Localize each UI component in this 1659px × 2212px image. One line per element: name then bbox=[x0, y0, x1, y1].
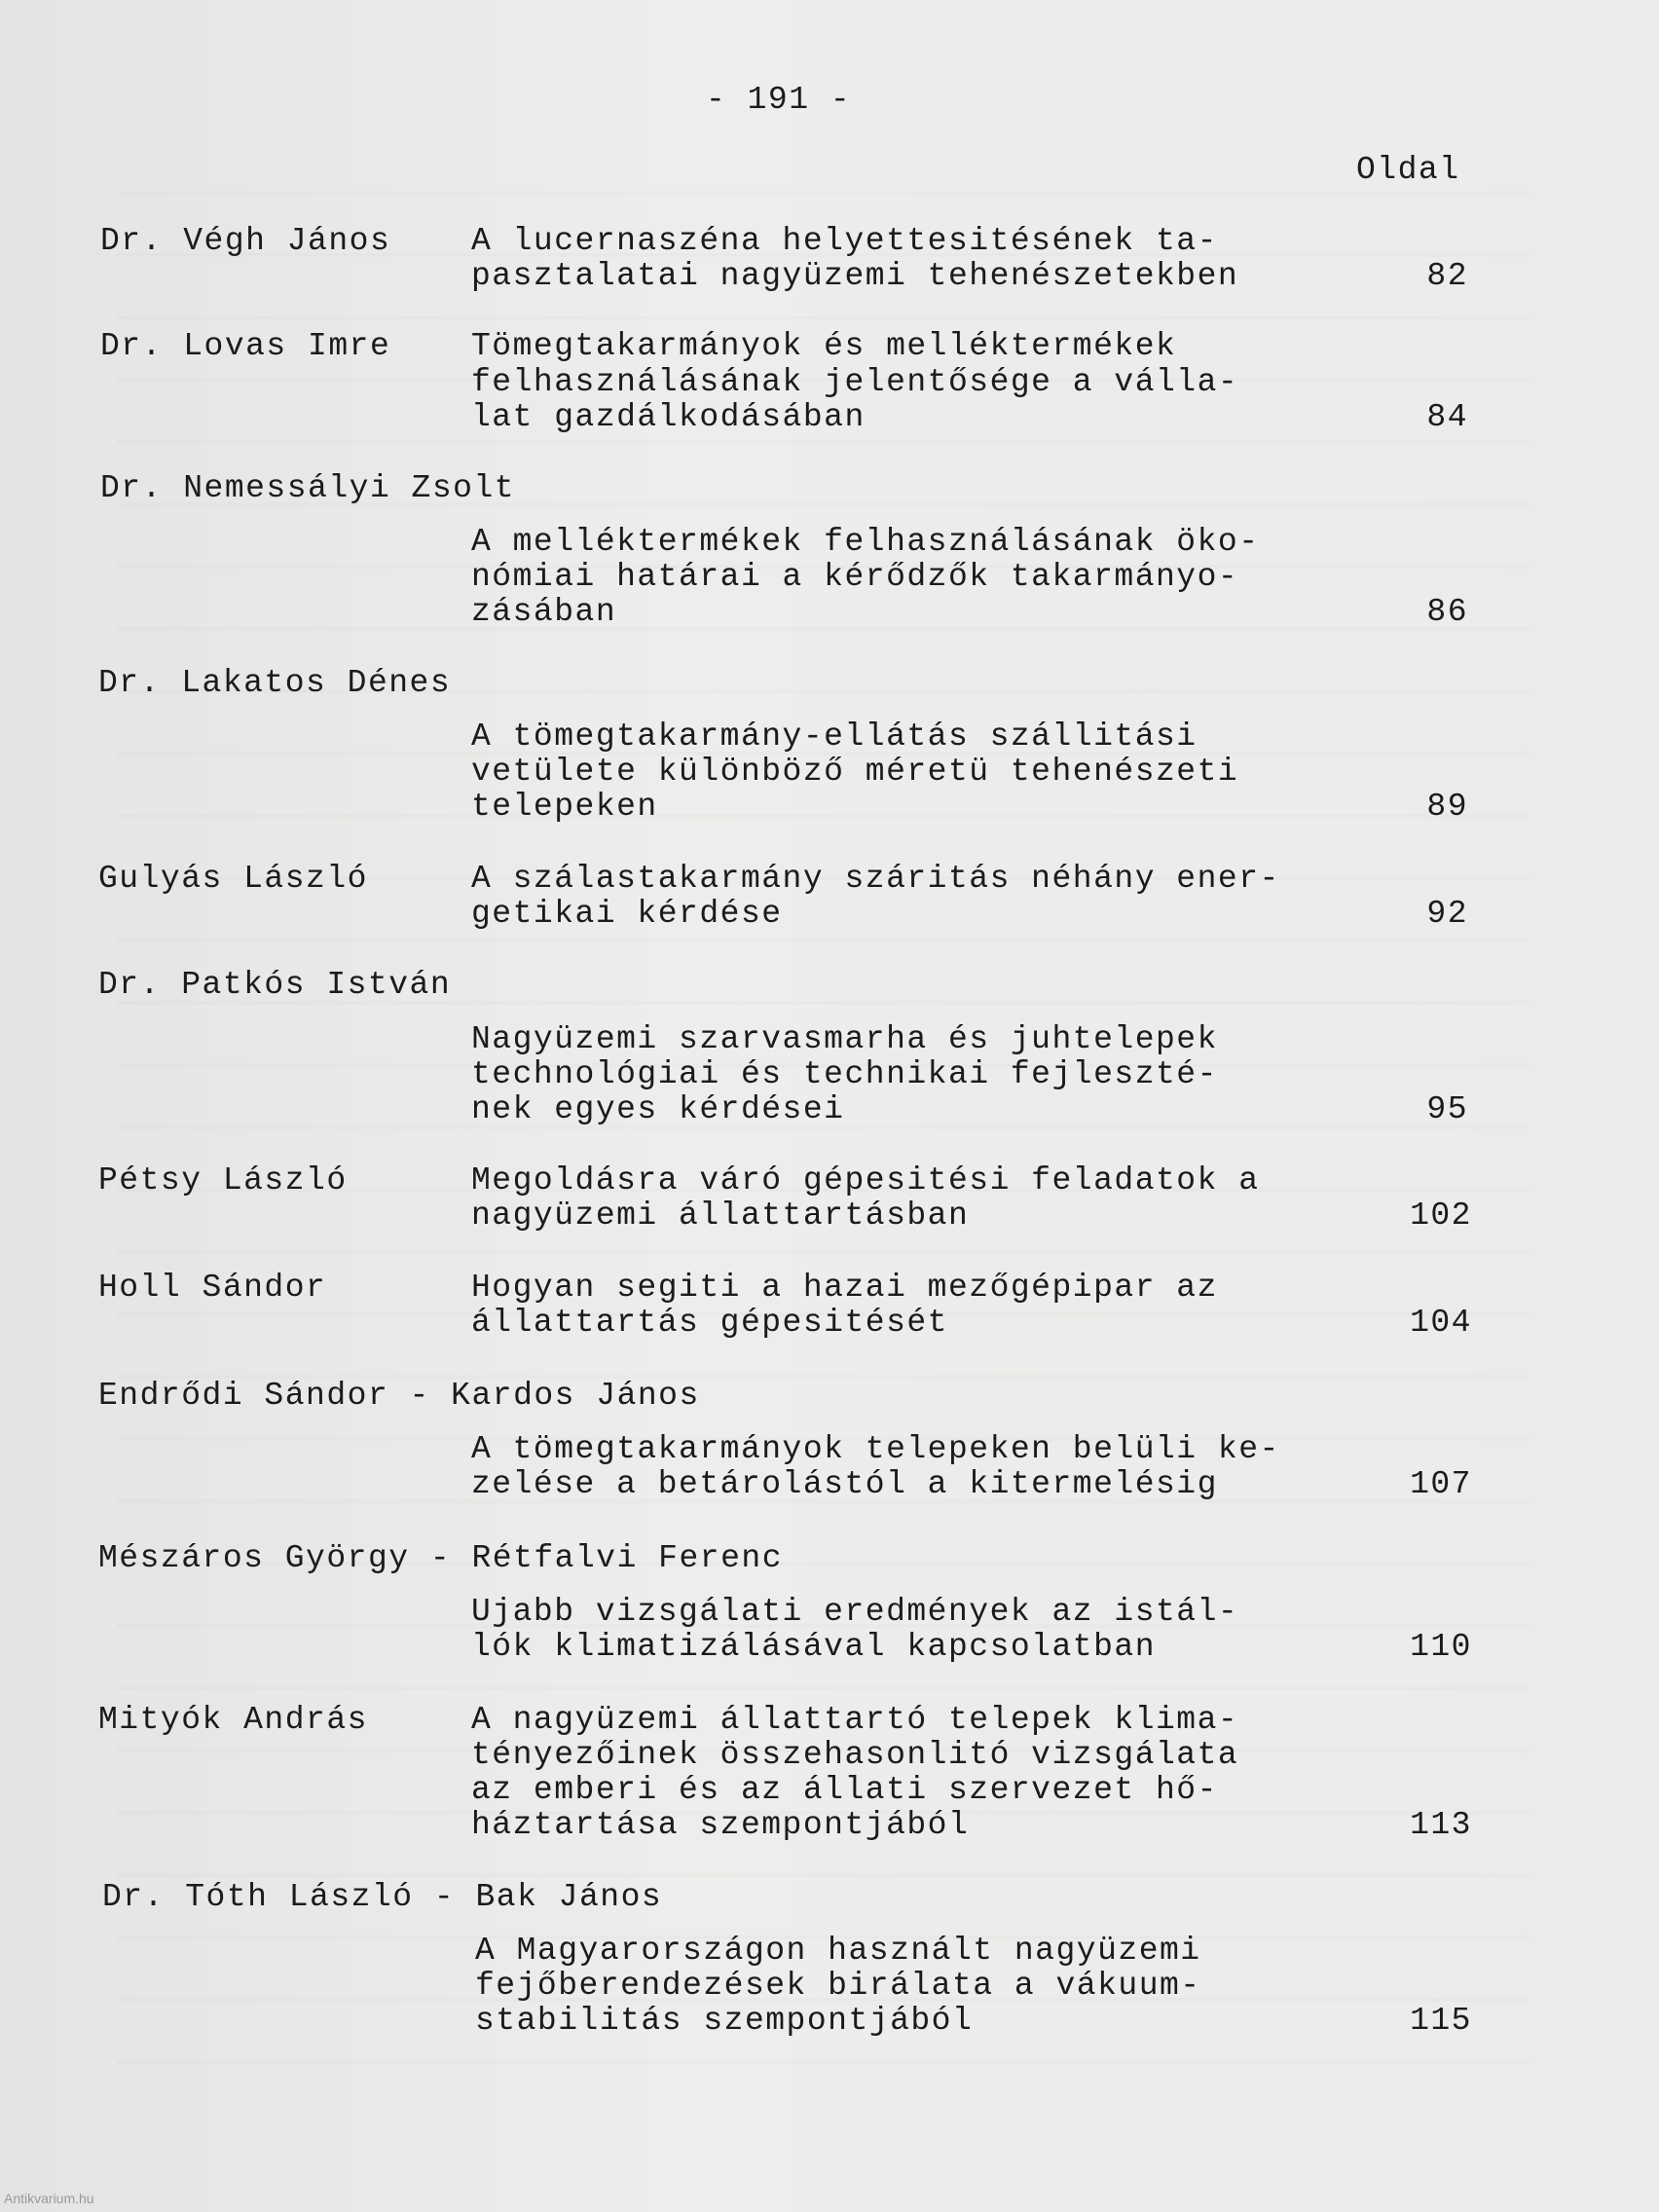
entry-title-line: A melléktermékek felhasználásának öko- bbox=[471, 524, 1260, 560]
entry-title-line: lók klimatizálásával kapcsolatban bbox=[471, 1629, 1157, 1665]
entry-title-line: A Magyarországon használt nagyüzemi bbox=[475, 1933, 1201, 1969]
entry-author: Holl Sándor bbox=[98, 1270, 327, 1306]
entry-title-line: zásában bbox=[471, 594, 617, 630]
entry-title-line: getikai kérdése bbox=[471, 896, 783, 932]
entry-title-line: felhasználásának jelentősége a válla- bbox=[471, 364, 1239, 400]
entry-title-line: A tömegtakarmányok telepeken belüli ke- bbox=[471, 1431, 1280, 1467]
entry-page-number: 102 bbox=[1410, 1198, 1472, 1234]
entry-page-number: 95 bbox=[1426, 1091, 1468, 1127]
entry-page-number: 86 bbox=[1426, 594, 1468, 630]
entry-title-line: vetülete különböző méretü tehenészeti bbox=[471, 754, 1239, 790]
entry-author: Endrődi Sándor - Kardos János bbox=[98, 1378, 700, 1414]
entry-title-line: zelése a betárolástól a kitermelésig bbox=[471, 1466, 1218, 1502]
entry-page-number: 84 bbox=[1426, 399, 1468, 435]
entry-title-line: A nagyüzemi állattartó telepek klima- bbox=[471, 1702, 1239, 1738]
entry-title-line: lat gazdálkodásában bbox=[471, 399, 866, 435]
entry-title-line: az emberi és az állati szervezet hő- bbox=[471, 1772, 1218, 1808]
entry-title-line: nómiai határai a kérődzők takarmányo- bbox=[471, 559, 1239, 595]
entry-page-number: 104 bbox=[1410, 1305, 1472, 1341]
entry-author: Gulyás László bbox=[98, 861, 368, 897]
entry-page-number: 92 bbox=[1426, 896, 1468, 932]
entry-title-line: A tömegtakarmány-ellátás szállitási bbox=[471, 719, 1198, 755]
entry-title-line: tényezőinek összehasonlitó vizsgálata bbox=[471, 1737, 1239, 1773]
entry-title-line: telepeken bbox=[471, 789, 658, 825]
entry-title-line: nek egyes kérdései bbox=[471, 1091, 845, 1127]
entry-author: Pétsy László bbox=[98, 1162, 348, 1198]
entry-title-line: Tömegtakarmányok és melléktermékek bbox=[471, 328, 1177, 364]
entry-author: Dr. Lovas Imre bbox=[100, 328, 391, 364]
entry-title-line: stabilitás szempontjából bbox=[475, 2003, 974, 2039]
entry-author: Mészáros György - Rétfalvi Ferenc bbox=[98, 1540, 784, 1576]
entry-author: Dr. Végh János bbox=[100, 223, 391, 259]
entry-page-number: 113 bbox=[1410, 1807, 1472, 1843]
entry-page-number: 82 bbox=[1426, 258, 1468, 294]
entry-author: Mityók András bbox=[98, 1702, 368, 1738]
entry-author: Dr. Tóth László - Bak János bbox=[102, 1879, 663, 1915]
entry-title-line: Megoldásra váró gépesitési feladatok a bbox=[471, 1162, 1260, 1198]
entry-title-line: állattartás gépesitését bbox=[471, 1305, 948, 1341]
entry-title-line: A szálastakarmány száritás néhány ener- bbox=[471, 861, 1280, 897]
entry-title-line: Hogyan segiti a hazai mezőgépipar az bbox=[471, 1270, 1218, 1306]
entry-author: Dr. Lakatos Dénes bbox=[98, 665, 452, 701]
entry-page-number: 89 bbox=[1426, 789, 1468, 825]
entry-page-number: 115 bbox=[1410, 2003, 1472, 2039]
entry-title-line: nagyüzemi állattartásban bbox=[471, 1198, 970, 1234]
entry-page-number: 110 bbox=[1410, 1629, 1472, 1665]
watermark: Antikvarium.hu bbox=[4, 2191, 94, 2206]
entry-author: Dr. Nemessályi Zsolt bbox=[100, 470, 516, 506]
column-header-oldal: Oldal bbox=[1356, 152, 1460, 188]
entry-title-line: A lucernaszéna helyettesitésének ta- bbox=[471, 223, 1218, 259]
entry-title-line: fejőberendezések birálata a vákuum- bbox=[475, 1968, 1201, 2004]
entry-page-number: 107 bbox=[1410, 1466, 1472, 1502]
entry-title-line: Nagyüzemi szarvasmarha és juhtelepek bbox=[471, 1021, 1218, 1057]
entry-title-line: technológiai és technikai fejleszté- bbox=[471, 1056, 1218, 1092]
entry-title-line: pasztalatai nagyüzemi tehenészetekben bbox=[471, 258, 1239, 294]
entry-title-line: Ujabb vizsgálati eredmények az istál- bbox=[471, 1594, 1239, 1630]
page-number: - 191 - bbox=[706, 82, 852, 118]
entry-author: Dr. Patkós István bbox=[98, 967, 452, 1003]
entry-title-line: háztartása szempontjából bbox=[471, 1807, 970, 1843]
